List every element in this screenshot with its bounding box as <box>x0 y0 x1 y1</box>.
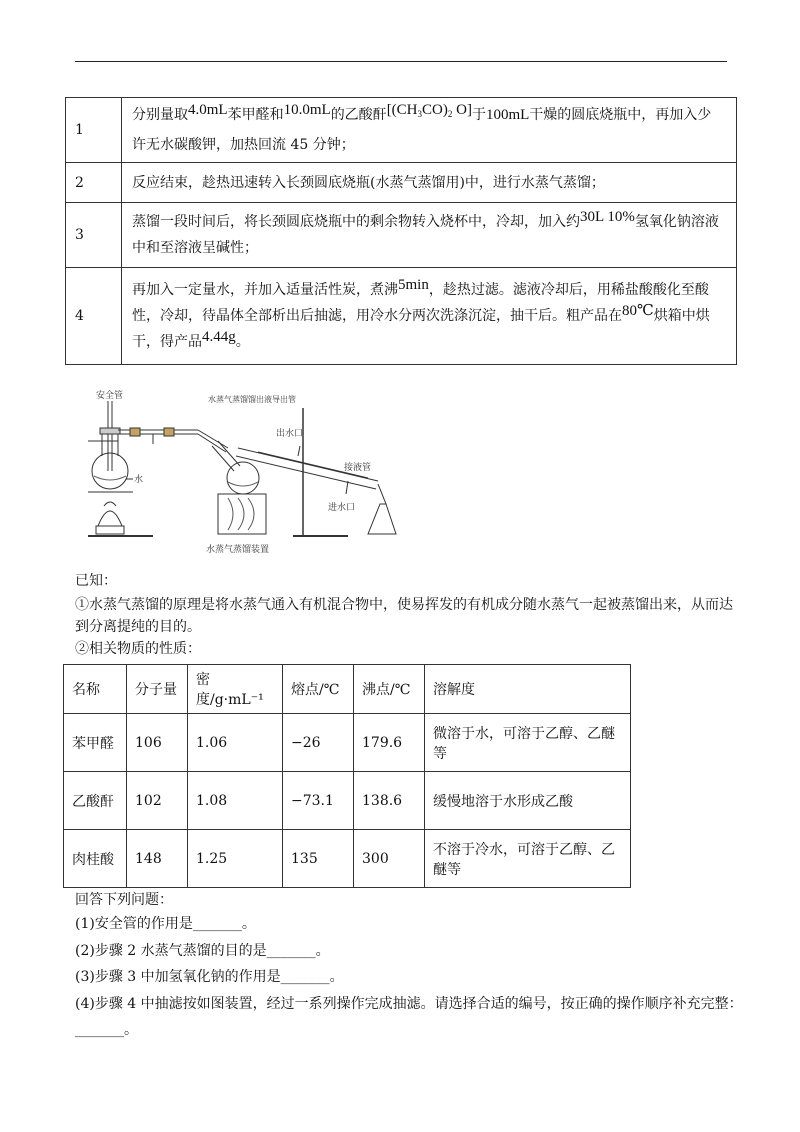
safety-tube <box>108 401 112 471</box>
cell: 106 <box>127 714 188 772</box>
header-cell: 名称 <box>64 665 127 714</box>
table-row <box>64 830 631 888</box>
cell-name: 肉桂酸 <box>64 830 127 888</box>
question-2: (2)步骤 2 水蒸气蒸馏的目的是_______。 <box>75 943 330 959</box>
question-4: (4)步骤 4 中抽滤按如图装置，经过一系列操作完成抽滤。请选择合适的编号，按正确的操作顺序补充完整： <box>75 996 743 1012</box>
receiving-flask <box>368 484 396 534</box>
cell: 300 <box>354 830 425 888</box>
steam-distillation-apparatus <box>88 386 408 558</box>
question-3: (3)步骤 3 中加氢氧化钠的作用是_______。 <box>75 969 344 985</box>
figure-caption: 水蒸气蒸馏装置 <box>206 545 270 555</box>
cell: 1.25 <box>188 830 283 888</box>
safety-tube-label: 安全管 <box>96 391 124 401</box>
cell: 1.08 <box>188 772 283 830</box>
table-row <box>64 772 631 830</box>
cell: 138.6 <box>354 772 425 830</box>
header-cell: 熔点/℃ <box>283 665 354 714</box>
steam-outlet-label: 水蒸气蒸馏馏出液导出管 <box>208 395 296 404</box>
step-text: 反应结束，趁热迅速转入长颈圆底烧瓶(水蒸气蒸馏用)中，进行水蒸气蒸馏； <box>122 163 737 203</box>
step-number: 1 <box>66 98 122 163</box>
steam-generator-flask <box>92 428 128 489</box>
known-title: 已知： <box>75 573 117 589</box>
header-rule <box>75 61 727 62</box>
properties-table <box>63 664 631 888</box>
cell: 微溶于水，可溶于乙醇、乙醚等 <box>425 714 631 772</box>
header-cell: 溶解度 <box>425 665 631 714</box>
step-number: 4 <box>66 268 122 365</box>
table-header-row <box>64 665 631 714</box>
question-1: (1)安全管的作用是_______。 <box>75 916 256 932</box>
cell: 不溶于冷水，可溶于乙醇、乙醚等 <box>425 830 631 888</box>
procedure-table <box>65 97 737 365</box>
step-text: 再加入一定量水，并加入适量活性炭，煮沸5min，趁热过滤。滤液冷却后，用稀盐酸酸化至酸 性，冷却，待晶体全部析出后抽滤，用冷水分两次洗涤沉淀，抽干后。粗产品在80℃烘箱中烘 干，得产品4.44g。 <box>122 268 737 365</box>
table-row <box>66 268 737 365</box>
cell: 1.06 <box>188 714 283 772</box>
adapter-label: 接液管 <box>344 463 372 473</box>
table-row <box>66 98 737 163</box>
cell-name: 乙酸酐 <box>64 772 127 830</box>
cell: 135 <box>283 830 354 888</box>
cell: −73.1 <box>283 772 354 830</box>
acetic-anhydride-formula: [$(CH_3CO)_2$ O] <box>386 102 472 119</box>
cell: 179.6 <box>354 714 425 772</box>
header-cell: 分子量 <box>127 665 188 714</box>
table-row <box>66 163 737 203</box>
step-number: 3 <box>66 203 122 268</box>
header-cell: 密度/g·mL⁻¹ <box>188 665 283 714</box>
water-out-label: 出水口 <box>276 429 304 439</box>
questions-intro: 回答下列问题： <box>75 892 173 908</box>
ring-stand-left <box>88 426 153 536</box>
burner <box>96 502 124 534</box>
wooden-block <box>218 494 266 534</box>
water-in-label: 进水口 <box>328 503 356 513</box>
table-row <box>66 203 737 268</box>
step-text: 分别量取4.0mL苯甲醛和10.0mL的乙酸酐[$(CH_3CO)_2$ O]于100mL干燥的圆底烧瓶中，再加入少 许无水碳酸钾，加热回流 45 分钟； <box>122 98 737 163</box>
cell-name: 苯甲醛 <box>64 714 127 772</box>
known-principle: ①水蒸气蒸馏的原理是将水蒸气通入有机混合物中，使易挥发的有机成分随水蒸气一起被蒸馏出来，从而达到分离提纯的目的。 <box>75 597 733 635</box>
cell: −26 <box>283 714 354 772</box>
header-cell: 沸点/℃ <box>354 665 425 714</box>
cell: 148 <box>127 830 188 888</box>
step-number: 2 <box>66 163 122 203</box>
cell: 缓慢地溶于水形成乙酸 <box>425 772 631 830</box>
table-row <box>64 714 631 772</box>
question-4-blank: _______。 <box>75 1022 138 1038</box>
water-label: 水 <box>134 475 144 485</box>
cell: 102 <box>127 772 188 830</box>
long-neck-flask <box>212 441 259 494</box>
known-properties-title: ②相关物质的性质： <box>75 641 201 657</box>
step-text: 蒸馏一段时间后，将长颈圆底烧瓶中的剩余物转入烧杯中，冷却，加入约30L 10%氢氧化钠溶液 中和至溶液呈碱性； <box>122 203 737 268</box>
connecting-tube <box>118 428 228 452</box>
